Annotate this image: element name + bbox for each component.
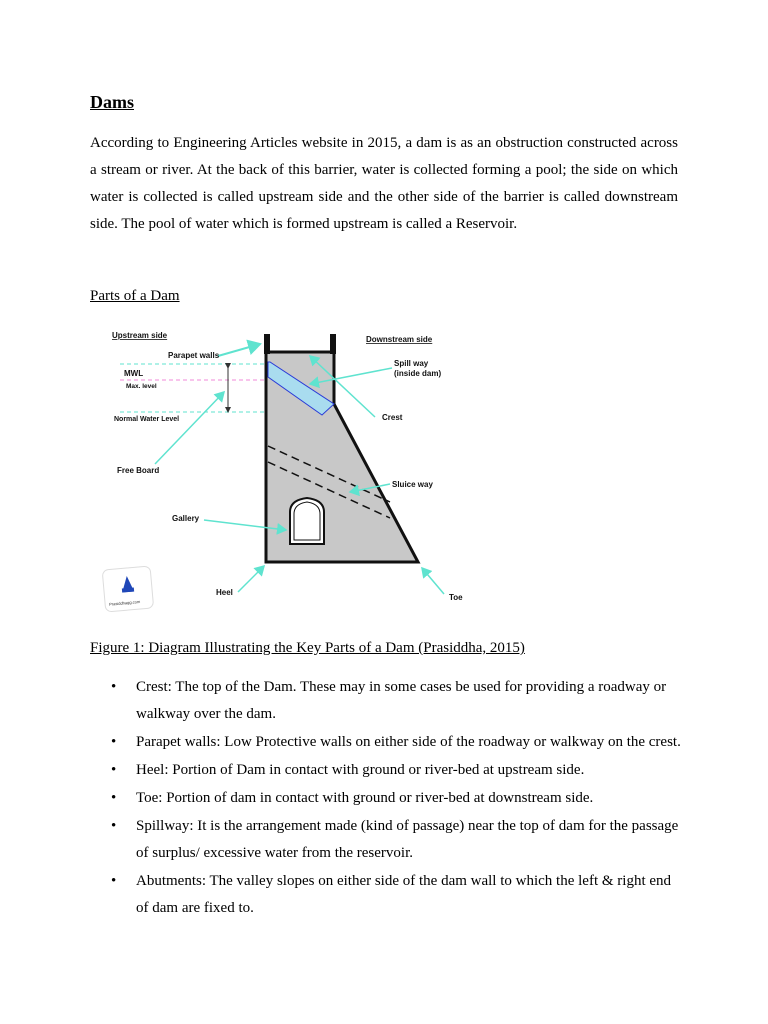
list-item: • Heel: Portion of Dam in contact with ground or river-bed at upstream side.: [111, 762, 585, 778]
parapet-label: Parapet walls: [168, 351, 220, 360]
gallery-label: Gallery: [172, 514, 200, 523]
normal-water-level-label: Normal Water Level: [114, 416, 180, 423]
parts-list: [90, 674, 682, 923]
free-board-arrow: [155, 392, 224, 464]
page-title: Dams: [90, 92, 134, 112]
list-item-text: Parapet walls: Low Protective walls on either side of the roadway or walkway on the crest.: [136, 734, 681, 750]
parapet-arrow: [218, 344, 260, 356]
list-item: • Abutments: The valley slopes on either side of the dam wall to which the left & right end of dam are fixed to.: [111, 873, 672, 916]
free-board-label: Free Board: [117, 466, 160, 475]
parapet-wall-right: [330, 334, 336, 354]
list-item: • Parapet walls: Low Protective walls on either side of the roadway or walkway on the crest.: [111, 734, 681, 750]
intro-paragraph: According to Engineering Articles website in 2015, a dam is as an obstruction constructed across a stream or river. At the back of this barrier, water is collected forming a pool; the side on which water is collected is called upstream side and the other side of the barrier is called downstream side. The pool of water which is formed upstream is called a Reservoir.: [90, 135, 678, 232]
parapet-wall-left: [264, 334, 270, 354]
list-item: • Toe: Portion of dam in contact with ground or river-bed at downstream side.: [111, 790, 594, 806]
list-item: • Spillway: It is the arrangement made (kind of passage) near the top of dam for the passage of surplus/ excessive water from the reservoir.: [111, 818, 679, 861]
max-level-label: Max. level: [126, 383, 157, 390]
list-item-text: Toe: Portion of dam in contact with ground or river-bed at downstream side.: [136, 790, 594, 806]
source-logo: [102, 566, 153, 612]
logo-text: Prasiddhagg.com: [108, 598, 141, 607]
section-heading: Parts of a Dam: [90, 288, 180, 304]
list-item-text: Crest: The top of the Dam. These may in some cases be used for providing a roadway or walkway over the dam.: [136, 679, 667, 722]
toe-label: Toe: [449, 593, 463, 602]
list-item-text: Heel: Portion of Dam in contact with ground or river-bed at upstream side.: [136, 762, 585, 778]
list-item-text: Spillway: It is the arrangement made (kind of passage) near the top of dam for the passage of surplus/ excessive water from the reservoir.: [136, 818, 679, 861]
upstream-label: Upstream side: [112, 331, 168, 340]
heel-label: Heel: [216, 588, 233, 597]
dam-diagram: [100, 322, 480, 622]
mwl-label: MWL: [124, 369, 144, 378]
toe-arrow: [422, 568, 444, 594]
spillway-label-line2: (inside dam): [394, 369, 442, 378]
gallery-opening: [290, 498, 324, 544]
figure-caption: Figure 1: Diagram Illustrating the Key Parts of a Dam (Prasiddha, 2015): [90, 640, 525, 656]
spillway-label-line1: Spill way: [394, 359, 429, 368]
list-item: • Crest: The top of the Dam. These may in some cases be used for providing a roadway or walkway over the dam.: [111, 679, 667, 722]
list-item-text: Abutments: The valley slopes on either side of the dam wall to which the left & right end of dam are fixed to.: [136, 873, 672, 916]
downstream-label: Downstream side: [366, 335, 433, 344]
crest-label: Crest: [382, 413, 403, 422]
sluice-way-label: Sluice way: [392, 480, 433, 489]
heel-arrow: [238, 566, 264, 592]
